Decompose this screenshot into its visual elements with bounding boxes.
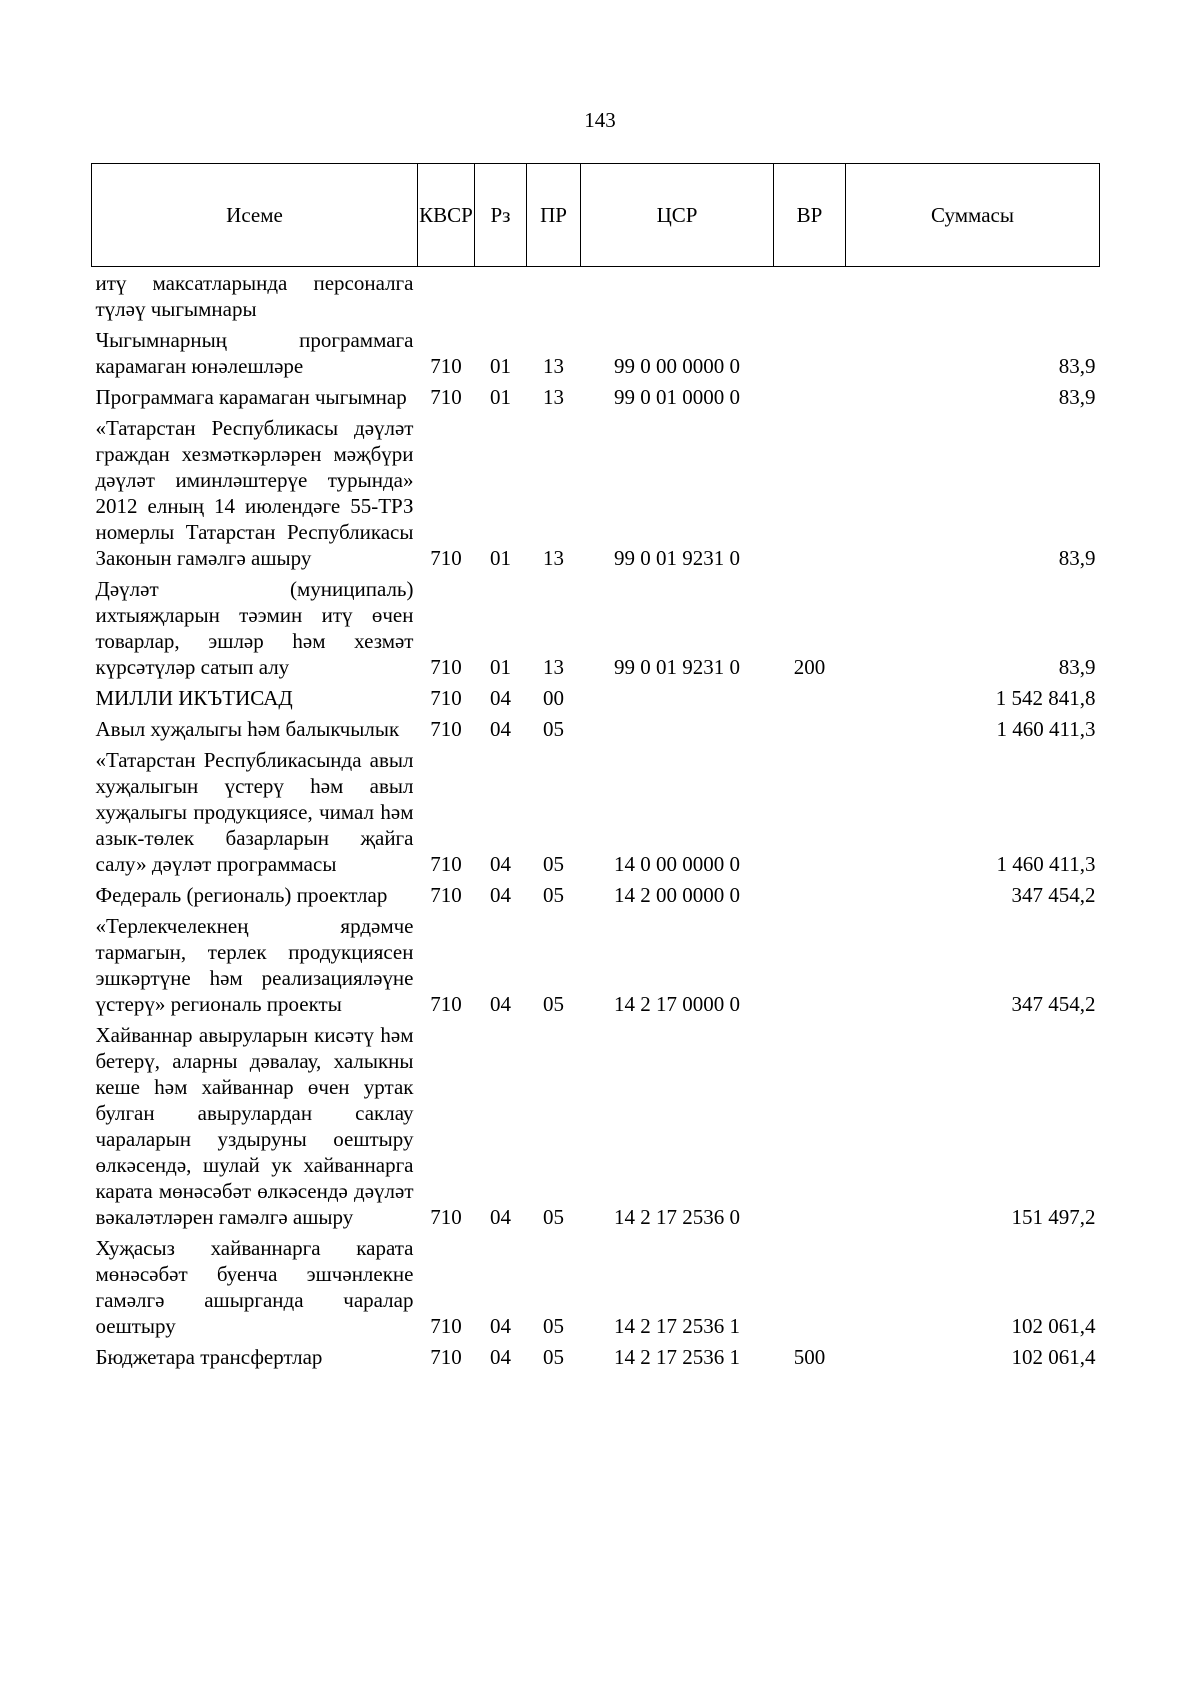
cell-rz: 04 (490, 992, 511, 1016)
cell-rz: 04 (490, 1345, 511, 1369)
cell-rz (475, 267, 527, 325)
cell-name: Программага карамаган чыгымнар (95, 385, 407, 409)
cell-pr (527, 267, 581, 325)
cell-vr (774, 682, 846, 713)
table-row (92, 744, 1100, 879)
cell-kvsr: 710 (430, 686, 462, 710)
cell-pr: 05 (543, 883, 564, 907)
cell-csr: 99 0 00 0000 0 (614, 354, 740, 378)
cell-name: итү максатларында персоналга түләү чыгымнары (95, 271, 414, 321)
column-header-kvsr: КВСР (418, 164, 475, 267)
cell-name: Авыл хуҗалыгы һәм балыкчылык (95, 717, 400, 741)
cell-sum: 83,9 (1058, 655, 1096, 679)
table-row (92, 713, 1100, 744)
cell-kvsr: 710 (430, 992, 462, 1016)
cell-pr: 05 (543, 717, 564, 741)
cell-vr (774, 412, 846, 573)
cell-kvsr: 710 (430, 354, 462, 378)
table-row (92, 573, 1100, 682)
cell-vr (774, 1232, 846, 1341)
table-row (92, 682, 1100, 713)
table-row (92, 1232, 1100, 1341)
cell-kvsr: 710 (430, 385, 462, 409)
table-row (92, 267, 1100, 325)
cell-sum: 347 454,2 (1011, 883, 1096, 907)
cell-csr: 14 2 17 2536 1 (614, 1345, 740, 1369)
table-row (92, 412, 1100, 573)
cell-sum: 102 061,4 (1011, 1345, 1096, 1369)
cell-name: МИЛЛИ ИКЪТИСАД (95, 686, 293, 710)
cell-kvsr: 710 (430, 717, 462, 741)
cell-name: Хуҗасыз хайваннарга карата мөнәсәбәт буенча эшчәнлекне гамәлгә ашырганда чаралар оештыру (95, 1236, 414, 1338)
cell-rz: 04 (490, 1205, 511, 1229)
cell-pr: 13 (543, 546, 564, 570)
cell-vr: 200 (793, 655, 826, 679)
cell-sum (846, 267, 1100, 325)
cell-pr: 13 (543, 354, 564, 378)
cell-rz: 01 (490, 354, 511, 378)
cell-name: Хайваннар авыруларын кисәтү һәм бетерү, аларны дәвалау, халыкны кеше һәм хайваннар өчен уртак булган авырулардан саклау чараларын уздыруны оештыру өлкәсендә, шулай ук хайваннарга карата мөнәсәбәт өлкәсендә дәүләт вәкаләтләрен гамәлгә ашыру (95, 1023, 414, 1229)
column-header-csr: ЦСР (581, 164, 774, 267)
cell-vr (774, 324, 846, 381)
cell-csr (581, 682, 774, 713)
cell-vr: 500 (793, 1345, 826, 1369)
cell-rz: 04 (490, 717, 511, 741)
cell-rz: 01 (490, 655, 511, 679)
cell-pr: 13 (543, 385, 564, 409)
cell-vr (774, 713, 846, 744)
column-header-vr: ВР (774, 164, 846, 267)
cell-kvsr: 710 (430, 1314, 462, 1338)
cell-sum: 151 497,2 (1011, 1205, 1096, 1229)
column-header-pr: ПР (527, 164, 581, 267)
cell-csr (581, 267, 774, 325)
column-header-sum: Суммасы (846, 164, 1100, 267)
table-header-row (92, 164, 1100, 267)
cell-csr: 99 0 01 0000 0 (614, 385, 740, 409)
cell-rz: 04 (490, 852, 511, 876)
cell-pr: 05 (543, 992, 564, 1016)
cell-name: Бюджетара трансфертлар (95, 1345, 323, 1369)
cell-sum: 83,9 (1058, 354, 1096, 378)
cell-pr: 05 (543, 1345, 564, 1369)
cell-pr: 13 (543, 655, 564, 679)
table-row (92, 879, 1100, 910)
cell-sum: 83,9 (1058, 385, 1096, 409)
cell-name: «Татарстан Республикасы дәүләт граждан хезмәткәрләрен мәҗбүри дәүләт иминләштерүе турында» 2012 елның 14 июлендәге 55-ТРЗ номерлы Татарстан Республикасы Законын гамәлгә ашыру (95, 416, 414, 570)
cell-vr (774, 879, 846, 910)
cell-kvsr: 710 (430, 1205, 462, 1229)
cell-kvsr: 710 (430, 655, 462, 679)
cell-csr: 14 2 17 0000 0 (614, 992, 740, 1016)
column-header-name: Исеме (92, 164, 418, 267)
cell-sum: 1 460 411,3 (996, 852, 1096, 876)
cell-sum: 1 542 841,8 (995, 686, 1096, 710)
cell-csr: 99 0 01 9231 0 (614, 546, 740, 570)
cell-rz: 04 (490, 883, 511, 907)
cell-kvsr: 710 (430, 546, 462, 570)
table-row (92, 1019, 1100, 1232)
cell-rz: 01 (490, 546, 511, 570)
cell-sum: 1 460 411,3 (996, 717, 1096, 741)
cell-csr: 14 2 17 2536 1 (614, 1314, 740, 1338)
cell-pr: 05 (543, 1314, 564, 1338)
cell-sum: 102 061,4 (1011, 1314, 1096, 1338)
cell-kvsr: 710 (430, 852, 462, 876)
column-header-rz: Рз (475, 164, 527, 267)
cell-pr: 05 (543, 1205, 564, 1229)
cell-kvsr: 710 (430, 1345, 462, 1369)
cell-sum: 83,9 (1058, 546, 1096, 570)
cell-pr: 00 (543, 686, 564, 710)
table-row (92, 910, 1100, 1019)
cell-rz: 04 (490, 686, 511, 710)
cell-name: «Татарстан Республикасында авыл хуҗалыгын үстерү һәм авыл хуҗалыгы продукциясе, чимал һәм азык-төлек базарларын җайга салу» дәүләт программасы (95, 748, 414, 876)
cell-csr (581, 713, 774, 744)
cell-rz: 04 (490, 1314, 511, 1338)
cell-name: «Терлекчелекнең ярдәмче тармагын, терлек продукциясен эшкәртүне һәм реализацияләүне үстерү» региональ проекты (95, 914, 414, 1016)
cell-csr: 99 0 01 9231 0 (614, 655, 740, 679)
table-row (92, 1341, 1100, 1372)
cell-name: Чыгымнарның программага карамаган юнәлешләре (95, 328, 414, 378)
cell-vr (774, 1019, 846, 1232)
cell-vr (774, 910, 846, 1019)
cell-name: Дәүләт (муниципаль) ихтыяҗларын тәэмин итү өчен товарлар, эшләр һәм хезмәт күрсәтүләр сатып алу (95, 577, 414, 679)
cell-csr: 14 0 00 0000 0 (614, 852, 740, 876)
page-number: 143 (584, 108, 616, 132)
budget-table (91, 163, 1100, 1372)
cell-kvsr (418, 267, 475, 325)
cell-csr: 14 2 17 2536 0 (614, 1205, 740, 1229)
cell-sum: 347 454,2 (1011, 992, 1096, 1016)
table-row (92, 381, 1100, 412)
cell-vr (774, 744, 846, 879)
cell-rz: 01 (490, 385, 511, 409)
cell-kvsr: 710 (430, 883, 462, 907)
table-row (92, 324, 1100, 381)
cell-vr (774, 267, 846, 325)
cell-csr: 14 2 00 0000 0 (614, 883, 740, 907)
cell-vr (774, 381, 846, 412)
cell-name: Федераль (региональ) проектлар (95, 883, 388, 907)
cell-pr: 05 (543, 852, 564, 876)
